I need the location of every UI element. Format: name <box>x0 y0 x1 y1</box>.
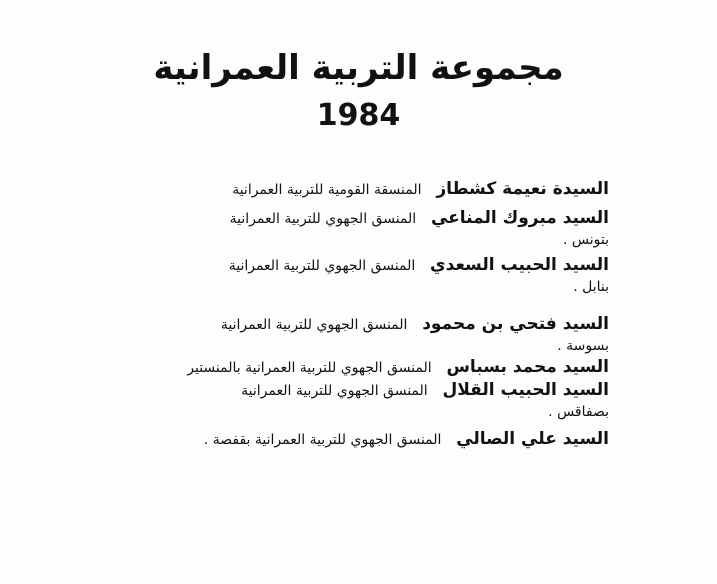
member-entry <box>89 313 609 356</box>
member-role-continuation: بسوسة . <box>557 338 609 354</box>
member-role-continuation: بنابل . <box>573 279 609 295</box>
members-list <box>89 178 609 451</box>
member-name: السيد الحبيب السعدي <box>430 255 609 275</box>
member-name: السيد علي الصالي <box>456 429 609 449</box>
member-entry <box>89 379 609 422</box>
member-entry <box>89 428 609 451</box>
document-year: 1984 <box>316 98 401 133</box>
member-role: المنسق الجهوي للتربية العمرانية <box>229 211 417 227</box>
member-role: المنسق الجهوي للتربية العمرانية بالمنستير <box>187 360 432 376</box>
member-role: المنسقة القومية للتربية العمرانية <box>232 182 422 198</box>
document-title: مجموعة التربية العمرانية <box>153 48 564 88</box>
member-role-continuation: بتونس . <box>563 232 609 248</box>
member-name: السيد مبروك المناعي <box>430 208 609 228</box>
member-entry <box>89 254 609 297</box>
member-name: السيد فتحي بن محمود <box>422 314 609 334</box>
member-name: السيد الحبيب القلال <box>442 380 609 400</box>
member-role: المنسق الجهوي للتربية العمرانية <box>220 317 408 333</box>
member-name: السيد محمد بسباس <box>446 357 609 377</box>
member-role-continuation: بصفاقس . <box>548 404 609 420</box>
member-role: المنسق الجهوي للتربية العمرانية <box>241 383 428 399</box>
member-entry <box>89 207 609 250</box>
member-role: المنسق الجهوي للتربية العمرانية <box>228 258 416 274</box>
member-name: السيدة نعيمة كشطاز <box>436 179 609 199</box>
member-role: المنسق الجهوي للتربية العمرانية بقفصة . <box>203 432 442 448</box>
member-entry <box>89 356 609 379</box>
member-entry <box>89 178 609 201</box>
